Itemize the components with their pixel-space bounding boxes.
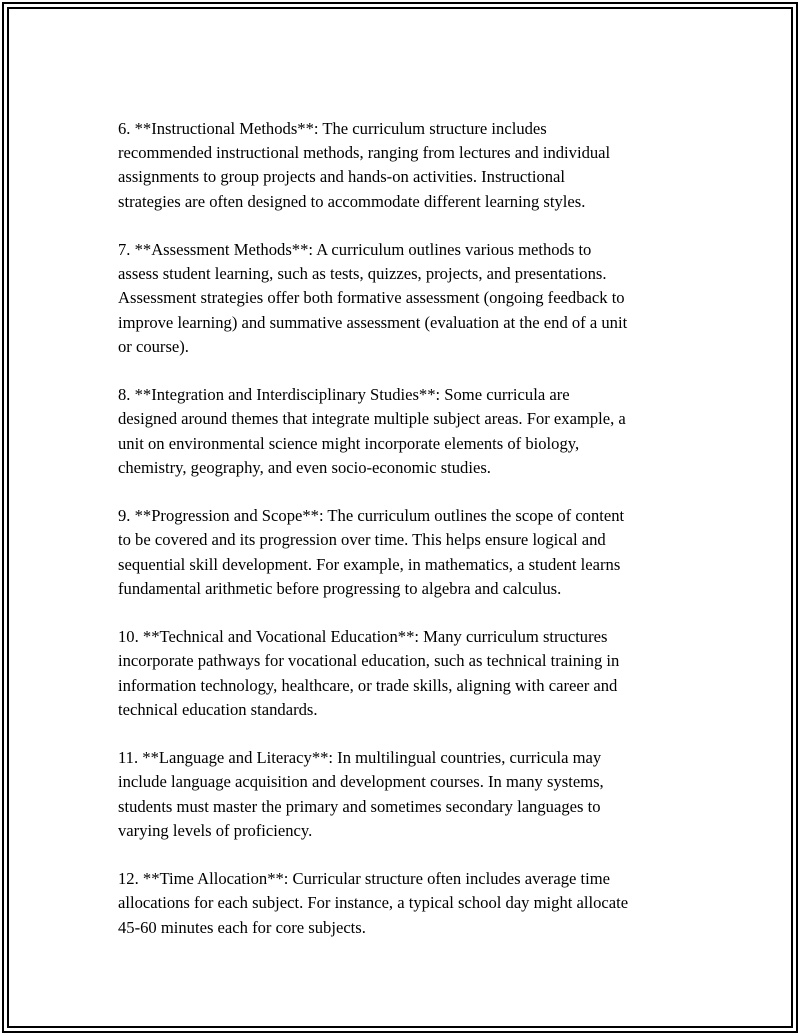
paragraph-technical-vocational: 10. **Technical and Vocational Education**: Many curriculum structures incorporate pathways for vocational education, such as technical training in information technology, healthcare, or trade skills, aligning with career and technical education standards.	[118, 627, 620, 719]
paragraph-integration-interdisciplinary: 8. **Integration and Interdisciplinary Studies**: Some curricula are designed around themes that integrate multiple subject areas. For example, a unit on environmental science might incorporate elements of biology, chemistry, geography, and even socio-economic studies.	[118, 385, 626, 477]
paragraph-language-literacy: 11. **Language and Literacy**: In multilingual countries, curricula may include language acquisition and development courses. In many systems, students must master the primary and sometimes secondary languages to varying levels of proficiency.	[118, 748, 604, 840]
paragraph-instructional-methods: 6. **Instructional Methods**: The curriculum structure includes recommended instructional methods, ranging from lectures and individual assignments to group projects and hands-on activities. Instructional strategies are often designed to accommodate different learning styles.	[118, 119, 611, 211]
paragraph-progression-scope: 9. **Progression and Scope**: The curriculum outlines the scope of content to be covered and its progression over time. This helps ensure logical and sequential skill development. For example, in mathematics, a student learns fundamental arithmetic before progressing to algebra and calculus.	[118, 506, 625, 598]
paragraph-assessment-methods: 7. **Assessment Methods**: A curriculum outlines various methods to assess student learning, such as tests, quizzes, projects, and presentations. Assessment strategies offer both formative assessment (ongoing feedback to improve learning) and summative assessment (evaluation at the end of a unit or course).	[118, 240, 628, 356]
paragraph-time-allocation: 12. **Time Allocation**: Curricular structure often includes average time allocations for each subject. For instance, a typical school day might allocate 45-60 minutes each for core subjects.	[118, 869, 629, 937]
document-body	[118, 117, 692, 964]
